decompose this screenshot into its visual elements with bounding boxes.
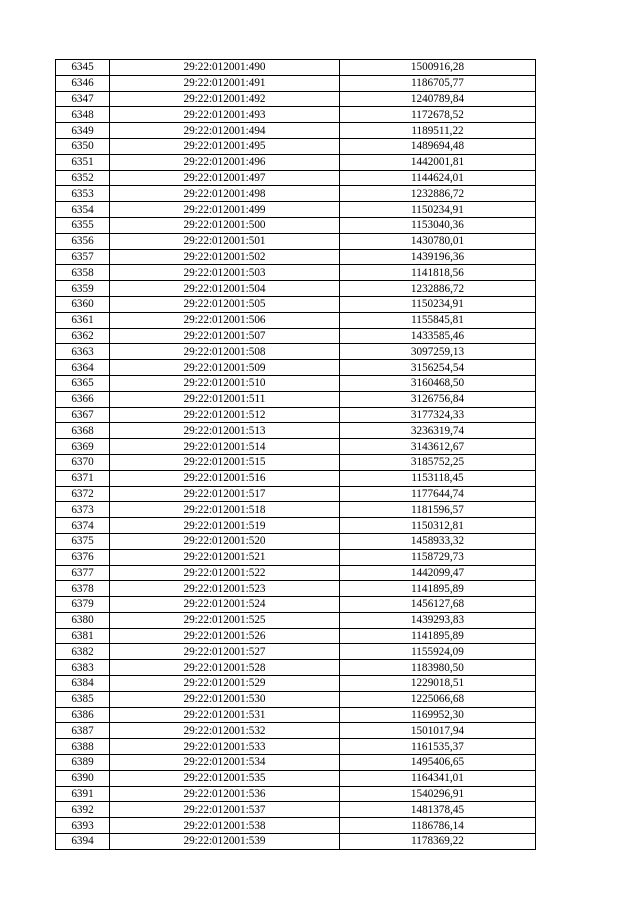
table-row	[56, 107, 536, 123]
row-number-cell: 6394	[56, 834, 110, 850]
table-row	[56, 691, 536, 707]
cadastral-value-cell: 1155924,09	[340, 644, 536, 660]
cadastral-number-cell: 29:22:012001:535	[110, 770, 340, 786]
row-number-cell: 6387	[56, 723, 110, 739]
cadastral-value-cell: 3156254,54	[340, 360, 536, 376]
cadastral-value-cell: 1540296,91	[340, 786, 536, 802]
row-number-cell: 6386	[56, 707, 110, 723]
row-number-cell: 6362	[56, 328, 110, 344]
cadastral-value-cell: 1456127,68	[340, 597, 536, 613]
cadastral-number-cell: 29:22:012001:510	[110, 375, 340, 391]
cadastral-number-cell: 29:22:012001:513	[110, 423, 340, 439]
table-row	[56, 597, 536, 613]
cadastral-value-cell: 1240789,84	[340, 91, 536, 107]
row-number-cell: 6371	[56, 470, 110, 486]
cadastral-number-cell: 29:22:012001:533	[110, 739, 340, 755]
cadastral-value-table	[55, 59, 536, 850]
cadastral-value-cell: 1141895,89	[340, 581, 536, 597]
row-number-cell: 6374	[56, 518, 110, 534]
table-row	[56, 312, 536, 328]
cadastral-number-cell: 29:22:012001:532	[110, 723, 340, 739]
cadastral-value-cell: 1181596,57	[340, 502, 536, 518]
cadastral-number-cell: 29:22:012001:536	[110, 786, 340, 802]
table-row	[56, 344, 536, 360]
table-row	[56, 375, 536, 391]
row-number-cell: 6380	[56, 612, 110, 628]
table-row	[56, 739, 536, 755]
cadastral-number-cell: 29:22:012001:490	[110, 60, 340, 76]
row-number-cell: 6348	[56, 107, 110, 123]
table-row	[56, 770, 536, 786]
table-row	[56, 217, 536, 233]
cadastral-number-cell: 29:22:012001:504	[110, 281, 340, 297]
cadastral-number-cell: 29:22:012001:501	[110, 233, 340, 249]
cadastral-value-cell: 1430780,01	[340, 233, 536, 249]
cadastral-value-cell: 1178369,22	[340, 834, 536, 850]
cadastral-value-cell: 1481378,45	[340, 802, 536, 818]
row-number-cell: 6392	[56, 802, 110, 818]
cadastral-value-cell: 1229018,51	[340, 676, 536, 692]
table-row	[56, 533, 536, 549]
table-row	[56, 707, 536, 723]
table-row	[56, 818, 536, 834]
cadastral-value-cell: 1442001,81	[340, 154, 536, 170]
row-number-cell: 6375	[56, 533, 110, 549]
row-number-cell: 6352	[56, 170, 110, 186]
row-number-cell: 6393	[56, 818, 110, 834]
table-row	[56, 834, 536, 850]
cadastral-value-cell: 1433585,46	[340, 328, 536, 344]
table-row	[56, 755, 536, 771]
row-number-cell: 6390	[56, 770, 110, 786]
table-row	[56, 186, 536, 202]
row-number-cell: 6351	[56, 154, 110, 170]
row-number-cell: 6389	[56, 755, 110, 771]
row-number-cell: 6377	[56, 565, 110, 581]
cadastral-number-cell: 29:22:012001:503	[110, 265, 340, 281]
cadastral-number-cell: 29:22:012001:507	[110, 328, 340, 344]
cadastral-value-cell: 1153118,45	[340, 470, 536, 486]
table-body	[56, 60, 536, 850]
cadastral-value-cell: 1150234,91	[340, 296, 536, 312]
cadastral-value-cell: 1161535,37	[340, 739, 536, 755]
cadastral-value-cell: 1500916,28	[340, 60, 536, 76]
row-number-cell: 6365	[56, 375, 110, 391]
row-number-cell: 6384	[56, 676, 110, 692]
cadastral-value-cell: 1144624,01	[340, 170, 536, 186]
row-number-cell: 6358	[56, 265, 110, 281]
cadastral-value-cell: 3143612,67	[340, 439, 536, 455]
table-row	[56, 802, 536, 818]
row-number-cell: 6349	[56, 123, 110, 139]
table-row	[56, 249, 536, 265]
table-row	[56, 723, 536, 739]
cadastral-value-cell: 1150234,91	[340, 202, 536, 218]
cadastral-value-cell: 1489694,48	[340, 138, 536, 154]
row-number-cell: 6370	[56, 454, 110, 470]
cadastral-number-cell: 29:22:012001:497	[110, 170, 340, 186]
cadastral-number-cell: 29:22:012001:531	[110, 707, 340, 723]
cadastral-number-cell: 29:22:012001:522	[110, 565, 340, 581]
table-row	[56, 660, 536, 676]
cadastral-number-cell: 29:22:012001:538	[110, 818, 340, 834]
cadastral-number-cell: 29:22:012001:494	[110, 123, 340, 139]
cadastral-value-cell: 1495406,65	[340, 755, 536, 771]
cadastral-number-cell: 29:22:012001:516	[110, 470, 340, 486]
row-number-cell: 6363	[56, 344, 110, 360]
table-row	[56, 581, 536, 597]
table-row	[56, 60, 536, 76]
row-number-cell: 6354	[56, 202, 110, 218]
row-number-cell: 6379	[56, 597, 110, 613]
table-row	[56, 407, 536, 423]
cadastral-number-cell: 29:22:012001:495	[110, 138, 340, 154]
table-row	[56, 360, 536, 376]
cadastral-number-cell: 29:22:012001:539	[110, 834, 340, 850]
row-number-cell: 6366	[56, 391, 110, 407]
cadastral-value-cell: 1141818,56	[340, 265, 536, 281]
cadastral-value-cell: 1169952,30	[340, 707, 536, 723]
cadastral-number-cell: 29:22:012001:500	[110, 217, 340, 233]
table-row	[56, 549, 536, 565]
cadastral-number-cell: 29:22:012001:512	[110, 407, 340, 423]
cadastral-value-cell: 1458933,32	[340, 533, 536, 549]
cadastral-number-cell: 29:22:012001:498	[110, 186, 340, 202]
cadastral-number-cell: 29:22:012001:509	[110, 360, 340, 376]
cadastral-number-cell: 29:22:012001:534	[110, 755, 340, 771]
cadastral-number-cell: 29:22:012001:491	[110, 75, 340, 91]
table-row	[56, 423, 536, 439]
cadastral-value-cell: 1442099,47	[340, 565, 536, 581]
cadastral-number-cell: 29:22:012001:506	[110, 312, 340, 328]
table-row	[56, 565, 536, 581]
table-row	[56, 502, 536, 518]
table-row	[56, 786, 536, 802]
table-row	[56, 202, 536, 218]
cadastral-value-cell: 3177324,33	[340, 407, 536, 423]
cadastral-number-cell: 29:22:012001:492	[110, 91, 340, 107]
cadastral-value-cell: 3126756,84	[340, 391, 536, 407]
row-number-cell: 6356	[56, 233, 110, 249]
cadastral-value-cell: 1150312,81	[340, 518, 536, 534]
cadastral-number-cell: 29:22:012001:526	[110, 628, 340, 644]
row-number-cell: 6382	[56, 644, 110, 660]
row-number-cell: 6346	[56, 75, 110, 91]
row-number-cell: 6364	[56, 360, 110, 376]
cadastral-value-cell: 3097259,13	[340, 344, 536, 360]
cadastral-value-cell: 1225066,68	[340, 691, 536, 707]
cadastral-value-cell: 1501017,94	[340, 723, 536, 739]
cadastral-number-cell: 29:22:012001:521	[110, 549, 340, 565]
row-number-cell: 6359	[56, 281, 110, 297]
cadastral-number-cell: 29:22:012001:496	[110, 154, 340, 170]
cadastral-number-cell: 29:22:012001:530	[110, 691, 340, 707]
row-number-cell: 6355	[56, 217, 110, 233]
table-row	[56, 123, 536, 139]
row-number-cell: 6353	[56, 186, 110, 202]
cadastral-number-cell: 29:22:012001:525	[110, 612, 340, 628]
cadastral-value-cell: 3160468,50	[340, 375, 536, 391]
cadastral-value-cell: 1232886,72	[340, 281, 536, 297]
table-row	[56, 138, 536, 154]
row-number-cell: 6373	[56, 502, 110, 518]
cadastral-number-cell: 29:22:012001:529	[110, 676, 340, 692]
cadastral-value-cell: 1141895,89	[340, 628, 536, 644]
table-row	[56, 644, 536, 660]
cadastral-number-cell: 29:22:012001:515	[110, 454, 340, 470]
cadastral-value-cell: 3185752,25	[340, 454, 536, 470]
row-number-cell: 6385	[56, 691, 110, 707]
row-number-cell: 6369	[56, 439, 110, 455]
cadastral-value-cell: 3236319,74	[340, 423, 536, 439]
cadastral-number-cell: 29:22:012001:493	[110, 107, 340, 123]
table-row	[56, 296, 536, 312]
row-number-cell: 6383	[56, 660, 110, 676]
table-row	[56, 391, 536, 407]
cadastral-number-cell: 29:22:012001:505	[110, 296, 340, 312]
cadastral-number-cell: 29:22:012001:524	[110, 597, 340, 613]
row-number-cell: 6345	[56, 60, 110, 76]
cadastral-value-cell: 1189511,22	[340, 123, 536, 139]
row-number-cell: 6388	[56, 739, 110, 755]
cadastral-number-cell: 29:22:012001:502	[110, 249, 340, 265]
cadastral-value-cell: 1183980,50	[340, 660, 536, 676]
cadastral-number-cell: 29:22:012001:537	[110, 802, 340, 818]
table-row	[56, 328, 536, 344]
cadastral-value-cell: 1153040,36	[340, 217, 536, 233]
row-number-cell: 6391	[56, 786, 110, 802]
table-row	[56, 518, 536, 534]
row-number-cell: 6368	[56, 423, 110, 439]
table-row	[56, 154, 536, 170]
table-row	[56, 265, 536, 281]
cadastral-number-cell: 29:22:012001:528	[110, 660, 340, 676]
table-row	[56, 628, 536, 644]
table-row	[56, 454, 536, 470]
cadastral-value-cell: 1177644,74	[340, 486, 536, 502]
cadastral-value-cell: 1439196,36	[340, 249, 536, 265]
table-row	[56, 470, 536, 486]
table-row	[56, 612, 536, 628]
cadastral-number-cell: 29:22:012001:527	[110, 644, 340, 660]
row-number-cell: 6372	[56, 486, 110, 502]
row-number-cell: 6361	[56, 312, 110, 328]
table-row	[56, 75, 536, 91]
cadastral-number-cell: 29:22:012001:511	[110, 391, 340, 407]
row-number-cell: 6378	[56, 581, 110, 597]
row-number-cell: 6357	[56, 249, 110, 265]
row-number-cell: 6376	[56, 549, 110, 565]
table-row	[56, 233, 536, 249]
table-row	[56, 281, 536, 297]
table-row	[56, 170, 536, 186]
cadastral-value-cell: 1164341,01	[340, 770, 536, 786]
cadastral-value-cell: 1186786,14	[340, 818, 536, 834]
row-number-cell: 6367	[56, 407, 110, 423]
cadastral-number-cell: 29:22:012001:518	[110, 502, 340, 518]
cadastral-number-cell: 29:22:012001:514	[110, 439, 340, 455]
table-row	[56, 439, 536, 455]
cadastral-value-cell: 1155845,81	[340, 312, 536, 328]
row-number-cell: 6360	[56, 296, 110, 312]
cadastral-value-cell: 1186705,77	[340, 75, 536, 91]
cadastral-number-cell: 29:22:012001:517	[110, 486, 340, 502]
table-row	[56, 676, 536, 692]
table-row	[56, 91, 536, 107]
cadastral-number-cell: 29:22:012001:508	[110, 344, 340, 360]
row-number-cell: 6381	[56, 628, 110, 644]
cadastral-number-cell: 29:22:012001:523	[110, 581, 340, 597]
row-number-cell: 6347	[56, 91, 110, 107]
table-row	[56, 486, 536, 502]
cadastral-number-cell: 29:22:012001:519	[110, 518, 340, 534]
cadastral-number-cell: 29:22:012001:520	[110, 533, 340, 549]
cadastral-number-cell: 29:22:012001:499	[110, 202, 340, 218]
cadastral-value-cell: 1172678,52	[340, 107, 536, 123]
row-number-cell: 6350	[56, 138, 110, 154]
cadastral-value-cell: 1439293,83	[340, 612, 536, 628]
cadastral-value-cell: 1158729,73	[340, 549, 536, 565]
cadastral-value-cell: 1232886,72	[340, 186, 536, 202]
